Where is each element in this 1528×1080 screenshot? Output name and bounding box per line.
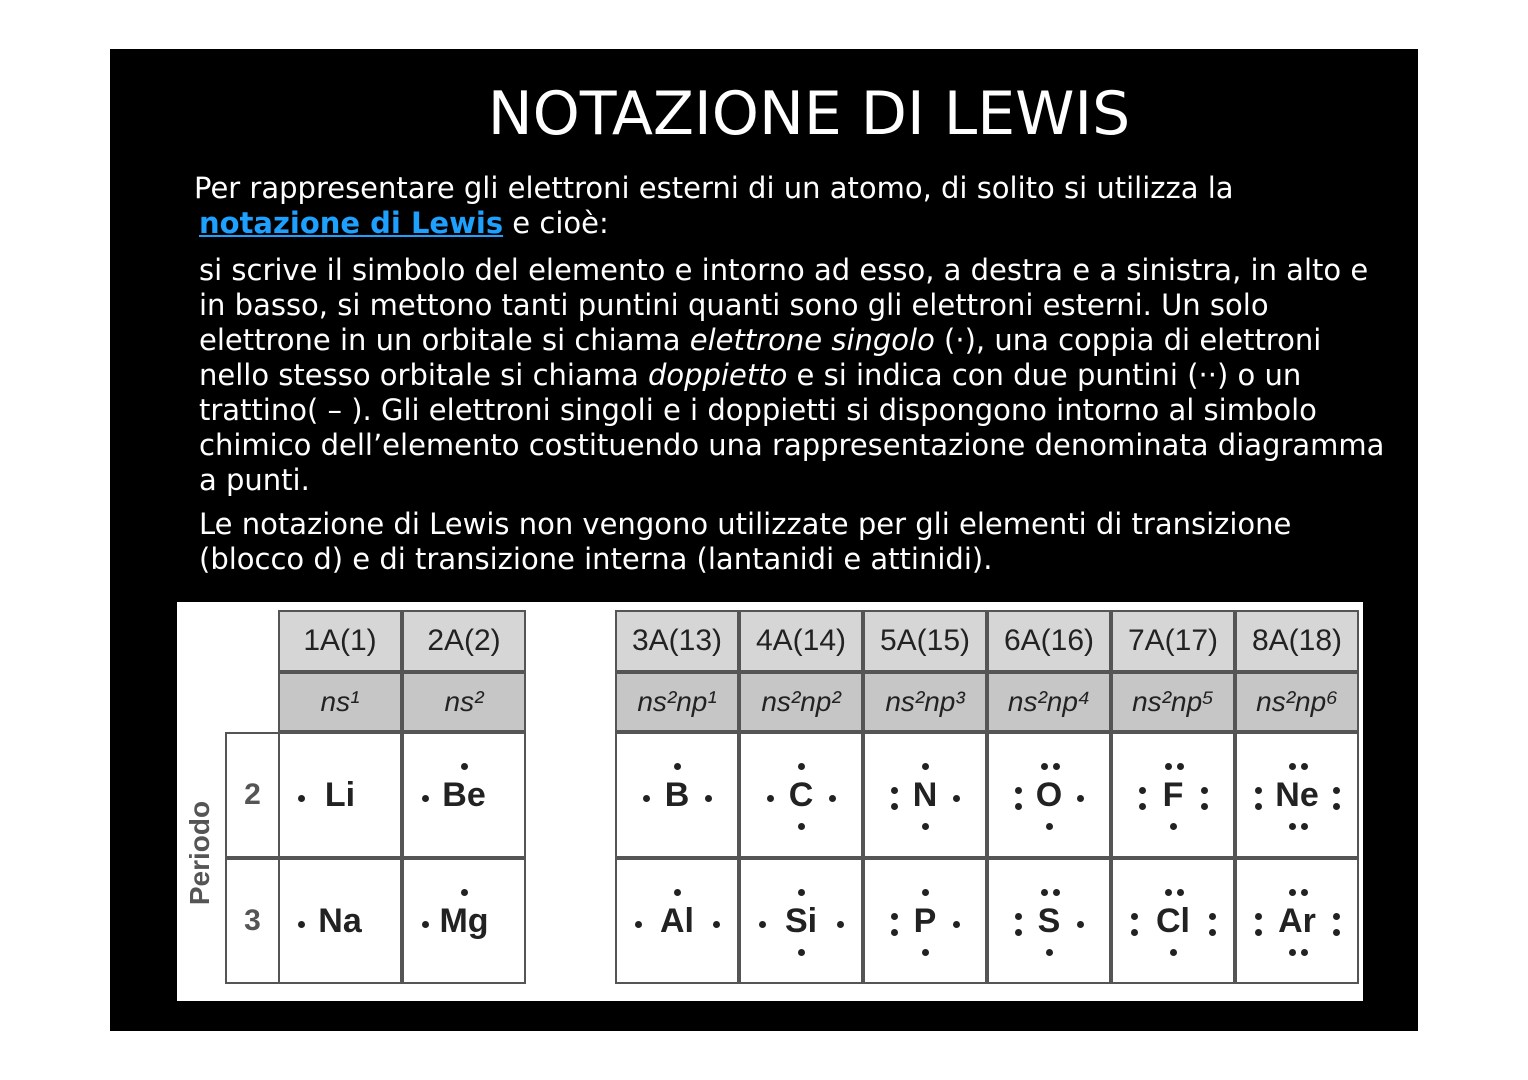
electron-dot <box>1201 803 1208 810</box>
element-symbol-cell <box>278 732 402 858</box>
element-symbol: C <box>788 775 814 814</box>
electron-dot <box>1165 889 1172 896</box>
electron-dot <box>798 823 805 830</box>
electron-dot <box>922 889 929 896</box>
lewis-table-figure <box>177 602 1363 1001</box>
period-number: 3 <box>225 858 280 984</box>
group-header: 1A(1) <box>278 610 402 672</box>
electron-dot <box>1255 913 1262 920</box>
intro-after-link: e cioè: <box>503 206 609 240</box>
electron-dot <box>1289 763 1296 770</box>
electron-dot <box>1255 929 1262 936</box>
electron-dot <box>1131 929 1138 936</box>
electron-dot <box>1333 787 1340 794</box>
electron-config: ns²np² <box>739 672 863 732</box>
electron-dot <box>1053 763 1060 770</box>
electron-dot <box>1177 889 1184 896</box>
period-axis-text: Periodo <box>184 800 215 906</box>
electron-dot <box>1170 823 1177 830</box>
electron-dot <box>1077 921 1084 928</box>
element-symbol: Mg <box>439 901 489 940</box>
element-symbol-cell <box>615 732 739 858</box>
electron-dot <box>891 929 898 936</box>
body-text-1: si scrive il simbolo del elemento e intorno ad esso, a destra e a sinistra, in alto e in basso, si mettono tanti puntini quanti sono gli elettroni esterni. Un solo elettrone in un orbitale si chiama <box>199 253 1369 357</box>
electron-dot <box>953 795 960 802</box>
period-axis-label <box>185 792 215 912</box>
element-symbol: Be <box>442 775 486 814</box>
electron-dot <box>705 795 712 802</box>
electron-dot <box>1046 823 1053 830</box>
element-symbol-cell <box>1111 732 1235 858</box>
electron-dot <box>1015 913 1022 920</box>
note-paragraph: Le notazione di Lewis non vengono utilizzate per gli elementi di transizione (blocco d) e di transizione interna (lantanidi e attinidi). <box>199 507 1292 576</box>
electron-dot <box>643 795 650 802</box>
group-header: 3A(13) <box>615 610 739 672</box>
electron-dot <box>1209 913 1216 920</box>
electron-dot <box>635 921 642 928</box>
electron-dot <box>1255 787 1262 794</box>
electron-dot <box>1170 949 1177 956</box>
electron-dot <box>1301 763 1308 770</box>
electron-dot <box>1015 787 1022 794</box>
element-symbol-cell <box>739 732 863 858</box>
body-emphasis-1: elettrone singolo <box>689 323 935 357</box>
electron-config: ns¹ <box>278 672 402 732</box>
electron-config: ns²np⁵ <box>1111 672 1235 732</box>
electron-dot <box>1053 889 1060 896</box>
electron-dot <box>1041 889 1048 896</box>
electron-dot <box>798 889 805 896</box>
body-emphasis-2: doppietto <box>647 358 788 392</box>
slide <box>110 49 1418 1031</box>
electron-dot <box>1301 823 1308 830</box>
electron-dot <box>798 763 805 770</box>
element-symbol-cell <box>1111 858 1235 984</box>
intro-line: Per rappresentare gli elettroni esterni di un atomo, di solito si utilizza la <box>194 171 1234 205</box>
electron-config: ns²np¹ <box>615 672 739 732</box>
element-symbol: Si <box>784 901 818 940</box>
electron-dot <box>1201 787 1208 794</box>
element-symbol-cell <box>615 858 739 984</box>
element-symbol: P <box>913 901 937 940</box>
electron-dot <box>1077 795 1084 802</box>
electron-dot <box>1289 949 1296 956</box>
group-header: 6A(16) <box>987 610 1111 672</box>
element-symbol: Na <box>318 901 362 940</box>
electron-dot <box>1015 929 1022 936</box>
electron-dot <box>1177 763 1184 770</box>
element-symbol-cell <box>739 858 863 984</box>
element-symbol-cell <box>402 732 526 858</box>
element-symbol-cell <box>402 858 526 984</box>
electron-config: ns²np³ <box>863 672 987 732</box>
element-symbol: Al <box>660 901 694 940</box>
group-header: 4A(14) <box>739 610 863 672</box>
electron-dot <box>713 921 720 928</box>
electron-dot <box>891 787 898 794</box>
electron-dot <box>837 921 844 928</box>
electron-dot <box>891 913 898 920</box>
electron-dot <box>829 795 836 802</box>
electron-dot <box>1289 889 1296 896</box>
electron-dot <box>1139 803 1146 810</box>
element-symbol: F <box>1162 775 1184 814</box>
electron-dot <box>1333 929 1340 936</box>
electron-dot <box>674 889 681 896</box>
electron-dot <box>1041 763 1048 770</box>
body-paragraph <box>199 253 1389 498</box>
element-symbol-cell <box>863 732 987 858</box>
electron-dot <box>422 795 429 802</box>
electron-dot <box>1289 823 1296 830</box>
electron-dot <box>922 763 929 770</box>
electron-dot <box>1209 929 1216 936</box>
element-symbol-cell <box>987 732 1111 858</box>
electron-dot <box>298 795 305 802</box>
electron-dot <box>422 921 429 928</box>
element-symbol-cell <box>863 858 987 984</box>
electron-dot <box>1165 763 1172 770</box>
electron-dot <box>1333 803 1340 810</box>
electron-dot <box>461 763 468 770</box>
group-header: 8A(18) <box>1235 610 1359 672</box>
element-symbol-cell <box>1235 858 1359 984</box>
element-symbol: B <box>664 775 690 814</box>
element-symbol: Li <box>324 775 356 814</box>
element-symbol: Cl <box>1156 901 1190 940</box>
element-symbol: S <box>1037 901 1061 940</box>
electron-dot <box>1139 787 1146 794</box>
element-symbol-cell <box>278 858 402 984</box>
body-text-3: e si indica con due puntini (··) o un trattino( – ). Gli elettroni singoli e i doppietti si dispongono intorno al simbolo chimico dell’elemento costituendo una rappresentazione denominata diagramma a punti. <box>199 358 1385 497</box>
electron-dot <box>1301 889 1308 896</box>
electron-dot <box>1046 949 1053 956</box>
electron-config: ns²np⁶ <box>1235 672 1359 732</box>
electron-dot <box>1333 913 1340 920</box>
electron-dot <box>1015 803 1022 810</box>
element-symbol-cell <box>987 858 1111 984</box>
electron-dot <box>767 795 774 802</box>
slide-title: NOTAZIONE DI LEWIS <box>487 79 1131 149</box>
electron-dot <box>1255 803 1262 810</box>
electron-dot <box>1301 949 1308 956</box>
group-header: 7A(17) <box>1111 610 1235 672</box>
group-header: 2A(2) <box>402 610 526 672</box>
intro-paragraph <box>194 171 1374 241</box>
element-symbol: O <box>1035 775 1063 814</box>
electron-dot <box>891 803 898 810</box>
group-header: 5A(15) <box>863 610 987 672</box>
body-text-2: (·), una coppia di elettroni nello stesso orbitale si chiama <box>199 323 1322 392</box>
period-number: 2 <box>225 732 280 858</box>
element-symbol: Ne <box>1275 775 1319 814</box>
element-symbol-cell <box>1235 732 1359 858</box>
electron-dot <box>798 949 805 956</box>
electron-dot <box>298 921 305 928</box>
electron-dot <box>759 921 766 928</box>
electron-dot <box>922 823 929 830</box>
electron-config: ns² <box>402 672 526 732</box>
element-symbol: N <box>912 775 938 814</box>
electron-dot <box>922 949 929 956</box>
electron-config: ns²np⁴ <box>987 672 1111 732</box>
electron-dot <box>953 921 960 928</box>
lewis-notation-link[interactable]: notazione di Lewis <box>199 206 504 240</box>
element-symbol: Ar <box>1278 901 1316 940</box>
electron-dot <box>461 889 468 896</box>
electron-dot <box>1131 913 1138 920</box>
electron-dot <box>674 763 681 770</box>
